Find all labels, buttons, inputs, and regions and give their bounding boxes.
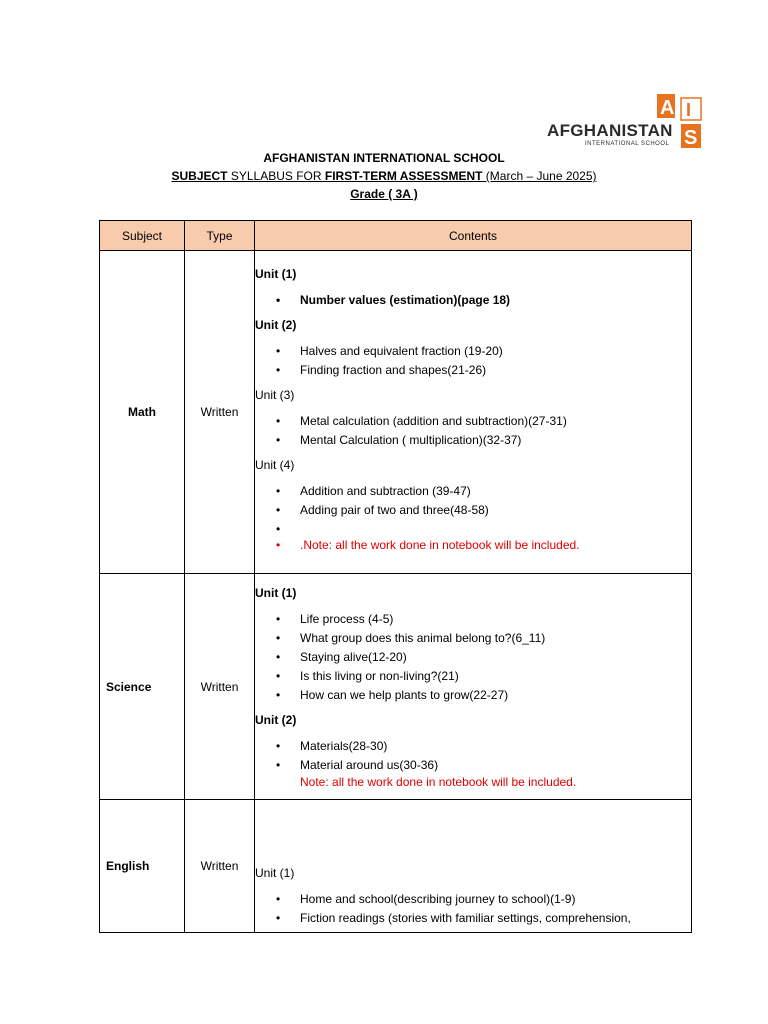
header-type: Type <box>185 221 255 251</box>
assessment-date: (March – June 2025) <box>482 169 597 183</box>
list-item: • Finding fraction and shapes(21-26) <box>255 361 691 380</box>
list-item: • Life process (4-5) <box>255 610 691 629</box>
contents-math <box>255 251 692 574</box>
type-english: Written <box>185 800 255 933</box>
list-item: • Material around us(30-36) <box>255 756 691 775</box>
math-note: • .Note: all the work done in notebook will be included. <box>255 536 691 555</box>
subject-science: Science <box>100 574 185 800</box>
list-item: • Adding pair of two and three(48-58) <box>255 501 691 520</box>
svg-text:S: S <box>684 127 698 149</box>
type-math: Written <box>185 251 255 574</box>
grade-text: Grade ( 3A ) <box>350 187 418 201</box>
unit-heading: Unit (3) <box>255 388 295 402</box>
contents-english <box>255 800 692 933</box>
subject-english: English <box>100 800 185 933</box>
list-item: • Is this living or non-living?(21) <box>255 667 691 686</box>
table-row-english <box>100 800 692 933</box>
list-item: • Fiction readings (stories with familiar settings, comprehension, <box>255 909 691 928</box>
syllabus-for: SYLLABUS FOR <box>227 169 325 183</box>
logo-subtitle: INTERNATIONAL SCHOOL <box>585 141 670 147</box>
table-header-row <box>100 221 692 251</box>
syllabus-title <box>0 169 768 183</box>
grade-label <box>0 187 768 201</box>
header-subject: Subject <box>100 221 185 251</box>
unit-heading: Unit (1) <box>255 585 297 600</box>
unit-heading: Unit (2) <box>255 712 297 727</box>
unit-heading: Unit (1) <box>255 267 297 281</box>
assessment-name: FIRST-TERM ASSESSMENT <box>324 169 483 183</box>
unit-heading: Unit (4) <box>255 458 295 472</box>
header-contents: Contents <box>255 221 692 251</box>
list-item: • What group does this animal belong to?(6_11) <box>255 629 691 648</box>
table-row-science <box>100 574 692 800</box>
list-item: • Addition and subtraction (39-47) <box>255 482 691 501</box>
unit-heading: Unit (1) <box>255 866 295 880</box>
list-item: • Metal calculation (addition and subtraction)(27-31) <box>255 412 691 431</box>
contents-science <box>255 574 692 800</box>
subject-word: SUBJECT <box>171 169 228 183</box>
svg-text:I: I <box>686 100 692 120</box>
table-row-math <box>100 251 692 574</box>
list-item: • Staying alive(12-20) <box>255 648 691 667</box>
list-item: • Halves and equivalent fraction (19-20) <box>255 342 691 361</box>
logo-wordmark: AFGHANISTAN <box>547 121 673 140</box>
list-item: • Home and school(describing journey to school)(1-9) <box>255 890 691 909</box>
school-name: AFGHANISTAN INTERNATIONAL SCHOOL <box>263 151 505 165</box>
subject-math: Math <box>100 251 185 574</box>
svg-text:A: A <box>660 97 675 119</box>
list-item: • Materials(28-30) <box>255 737 691 756</box>
list-item: • How can we help plants to grow(22-27) <box>255 686 691 705</box>
type-science: Written <box>185 574 255 800</box>
science-note: Note: all the work done in notebook will be included. <box>300 774 577 789</box>
school-logo <box>545 94 705 152</box>
list-item: • Mental Calculation ( multiplication)(32-37) <box>255 431 691 450</box>
syllabus-table <box>99 220 692 933</box>
list-item: • Number values (estimation)(page 18) <box>255 291 691 310</box>
list-item-empty <box>255 520 691 536</box>
unit-heading: Unit (2) <box>255 318 297 332</box>
